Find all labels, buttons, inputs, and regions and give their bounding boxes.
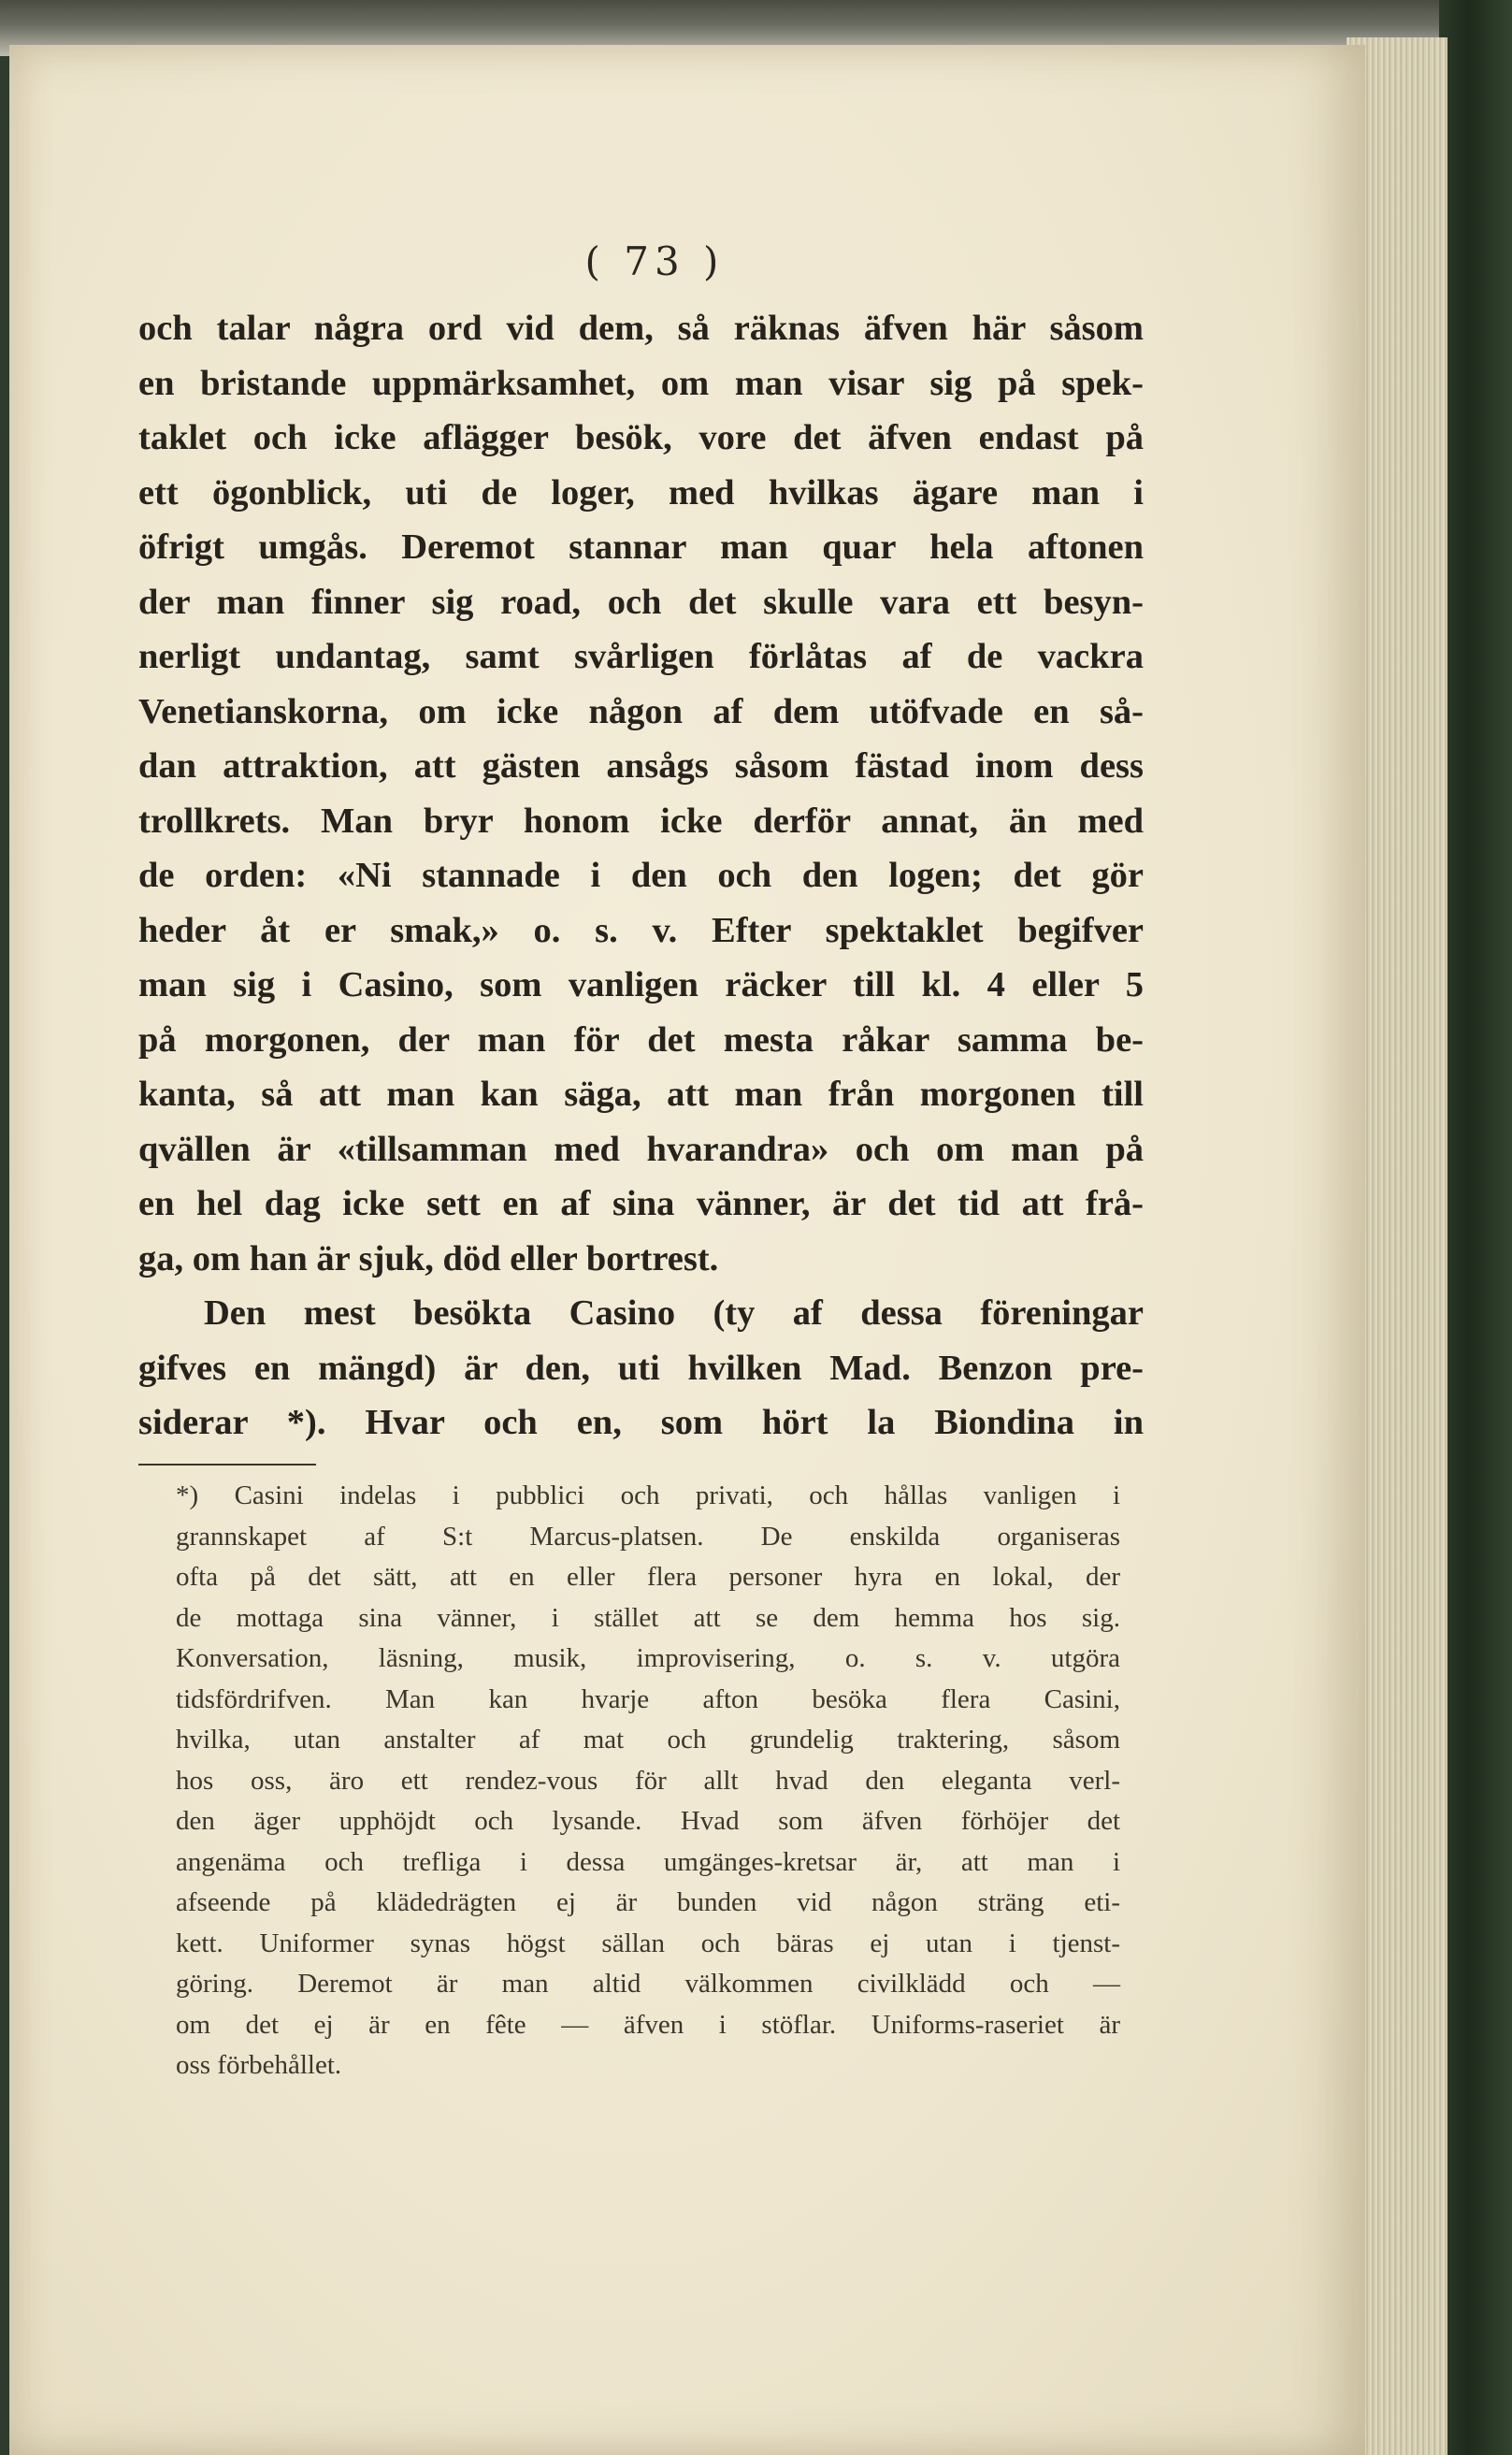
book-cover-edge bbox=[1439, 0, 1512, 2455]
body-line: man sig i Casino, som vanligen räcker till kl. 4 eller 5 bbox=[138, 965, 1144, 1004]
body-line: kanta, så att man kan säga, att man från morgonen till bbox=[138, 1075, 1144, 1114]
body-line: dan attraktion, att gästen ansågs såsom fästad inom dess bbox=[138, 746, 1144, 786]
body-line: siderar *). Hvar och en, som hört la Biondina in bbox=[138, 1403, 1144, 1442]
body-line: trollkrets. Man bryr honom icke derför annat, än med bbox=[138, 801, 1144, 841]
footnote-line: grannskapet af S:t Marcus-platsen. De enskilda organiseras bbox=[176, 1521, 1120, 1552]
footnote-text bbox=[176, 1476, 1120, 2087]
body-line: ett ögonblick, uti de loger, med hvilkas ägare man i bbox=[138, 472, 1144, 513]
body-line: gifves en mängd) är den, uti hvilken Mad. Benzon pre- bbox=[138, 1348, 1144, 1388]
footnote-line: oss förbehållet. bbox=[176, 2050, 342, 2080]
footnote-line: *) Casini indelas i pubblici och privati, och hållas vanligen i bbox=[176, 1480, 1120, 1510]
page-number: ( 73 ) bbox=[584, 238, 725, 284]
footnote-line: kett. Uniformer synas högst sällan och bäras ej utan i tjenst- bbox=[176, 1928, 1120, 1958]
body-line: en bristande uppmärksamhet, om man visar sig på spek- bbox=[138, 363, 1144, 403]
footnote-line: de mottaga sina vänner, i stället att se dem hemma hos sig. bbox=[176, 1602, 1120, 1633]
footnote-line: om det ej är en fête — äfven i stöflar. Uniforms-raseriet är bbox=[176, 2009, 1120, 2040]
footnote-line: hvilka, utan anstalter af mat och grundelig traktering, såsom bbox=[176, 1725, 1120, 1755]
footnote-line: tidsfördrifven. Man kan hvarje afton besöka flera Casini, bbox=[176, 1683, 1120, 1714]
footnote-line: göring. Deremot är man altid välkommen civilklädd och — bbox=[176, 1969, 1120, 1999]
body-line: qvällen är «tillsamman med hvarandra» och om man på bbox=[138, 1129, 1144, 1169]
body-line: der man finner sig road, och det skulle vara ett besyn- bbox=[138, 582, 1144, 622]
body-line: nerligt undantag, samt svårligen förlåtas af de vackra bbox=[138, 637, 1144, 676]
footnote-line: hos oss, äro ett rendez-vous för allt hvad den eleganta verl- bbox=[176, 1765, 1120, 1796]
footnote-divider bbox=[138, 1464, 316, 1466]
body-line: de orden: «Ni stannade i den och den logen; det gör bbox=[138, 856, 1144, 895]
footnote-line: Konversation, läsning, musik, improvisering, o. s. v. utgöra bbox=[176, 1643, 1120, 1673]
footnote-line: afseende på klädedrägten ej är bunden vid någon sträng eti- bbox=[176, 1887, 1120, 1917]
body-line: taklet och icke aflägger besök, vore det äfven endast på bbox=[138, 418, 1144, 457]
body-line: Venetianskorna, om icke någon af dem utöfvade en så- bbox=[138, 691, 1144, 731]
body-text bbox=[138, 301, 1144, 1451]
body-line: en hel dag icke sett en af sina vänner, är det tid att frå- bbox=[138, 1184, 1144, 1223]
footnote-line: ofta på det sätt, att en eller flera personer hyra en lokal, der bbox=[176, 1562, 1120, 1592]
body-line: på morgonen, der man för det mesta råkar samma be- bbox=[138, 1019, 1144, 1060]
body-line: Den mest besökta Casino (ty af dessa föreningar bbox=[204, 1293, 1144, 1333]
body-line: heder åt er smak,» o. s. v. Efter spektaklet begifver bbox=[138, 910, 1144, 950]
footnote-line: angenäma och trefliga i dessa umgänges-kretsar är, att man i bbox=[176, 1846, 1120, 1877]
body-line: och talar några ord vid dem, så räknas äfven här såsom bbox=[138, 309, 1144, 348]
body-line: öfrigt umgås. Deremot stannar man quar hela aftonen bbox=[138, 527, 1144, 567]
body-line: ga, om han är sjuk, död eller bortrest. bbox=[138, 1238, 719, 1278]
footnote-line: den äger upphöjdt och lysande. Hvad som äfven förhöjer det bbox=[176, 1806, 1120, 1836]
